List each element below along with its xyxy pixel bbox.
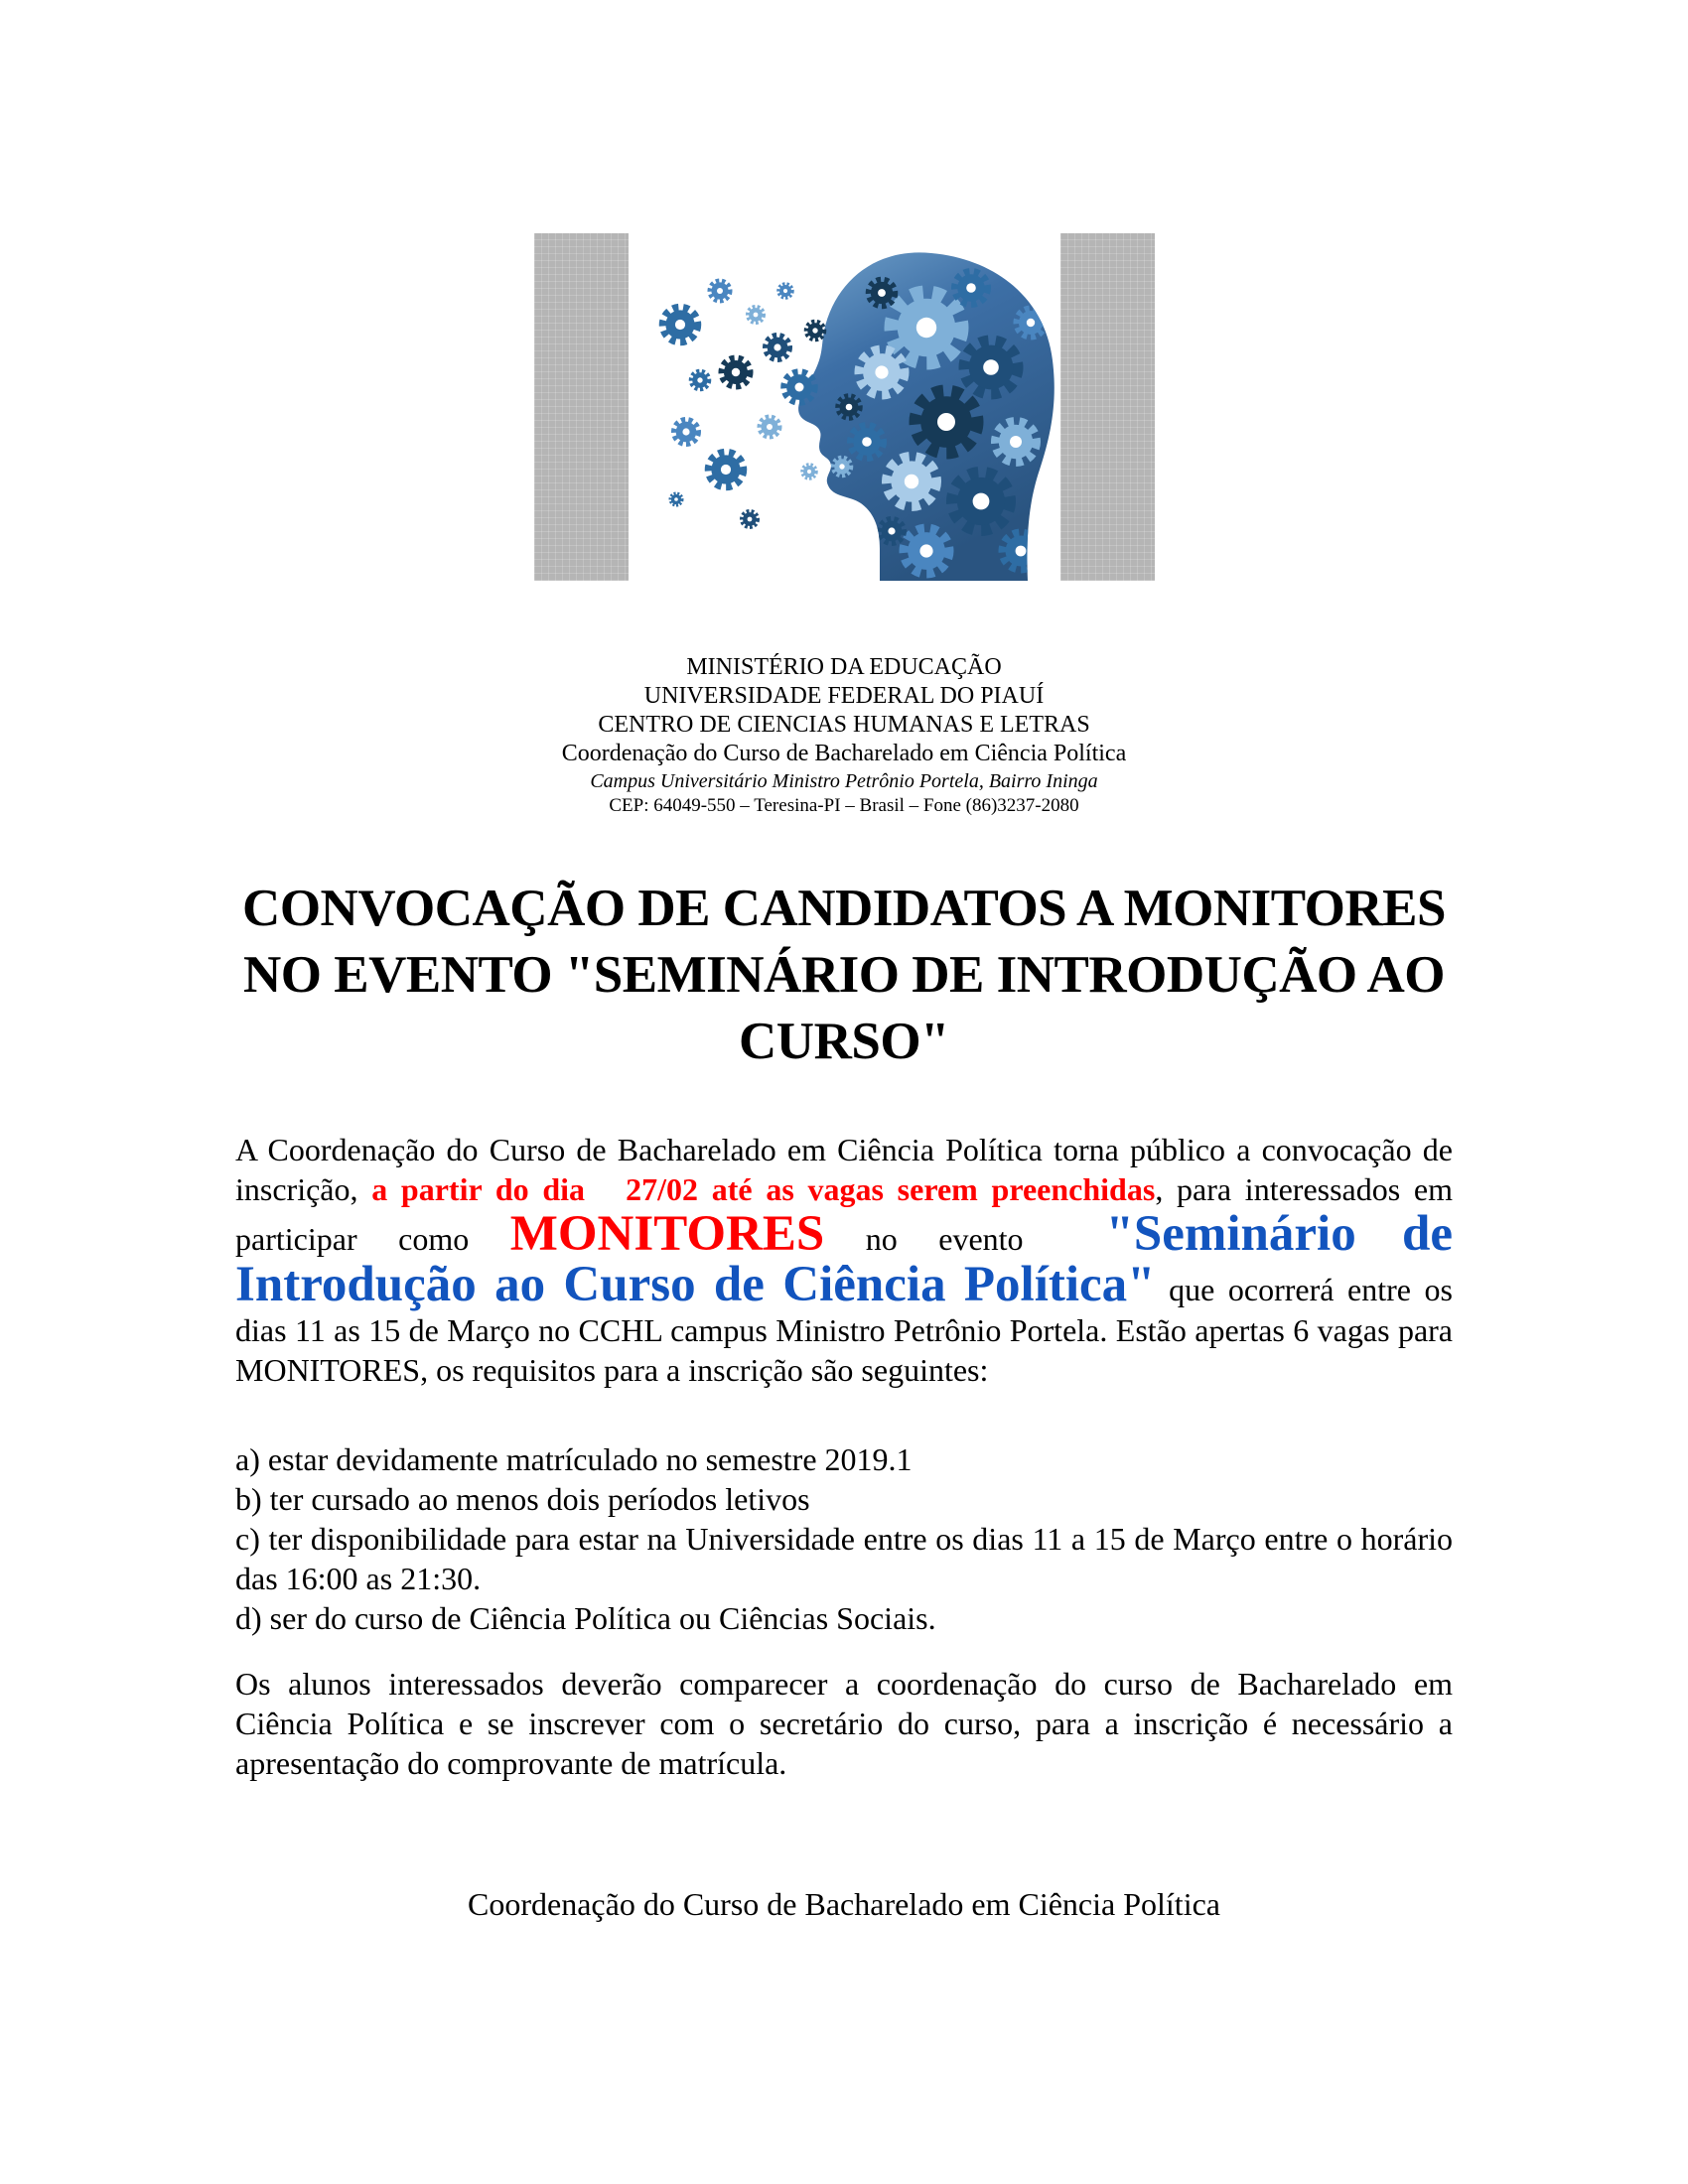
intro-run-normal-1: A Coordenação do Curso de Bacharelado em Ciência Política torna público a convocação de inscrição, xyxy=(235,1132,1453,1207)
title-line-2: NO EVENTO "SEMINÁRIO DE INTRODUÇÃO AO xyxy=(243,946,1445,1004)
ministry-line: MINISTÉRIO DA EDUCAÇÃO xyxy=(686,654,1002,680)
campus-line: Campus Universitário Ministro Petrônio Portela, Bairro Ininga xyxy=(590,770,1098,792)
gears-head-illustration xyxy=(629,233,1060,581)
center-line: CENTRO DE CIENCIAS HUMANAS E LETRAS xyxy=(598,712,1090,738)
scattered-gears xyxy=(663,281,824,527)
intro-run-normal-3: no evento xyxy=(824,1221,1106,1257)
head-silhouette xyxy=(798,252,1055,581)
closing-paragraph: Os alunos interessados deverão comparecer a coordenação do curso de Bacharelado em Ciência Política e se inscrever com o secretário do curso, para a inscrição é necessário a apresentação do comprovante de matrícula. xyxy=(235,1666,1453,1781)
intro-paragraph xyxy=(235,1130,1453,1390)
title-line-3: CURSO" xyxy=(739,1013,949,1070)
requirement-b: b) ter cursado ao menos dois períodos letivos xyxy=(235,1481,810,1517)
address-phone-line: CEP: 64049-550 – Teresina-PI – Brasil – Fone (86)3237-2080 xyxy=(609,795,1079,816)
letterhead xyxy=(0,653,1688,818)
title-line-1: CONVOCAÇÃO DE CANDIDATOS A MONITORES xyxy=(242,880,1446,937)
gears-head-svg xyxy=(629,233,1060,581)
requirements-list xyxy=(235,1439,1453,1638)
university-line: UNIVERSIDADE FEDERAL DO PIAUÍ xyxy=(643,683,1045,709)
intro-run-normal-4: que ocorrerá entre os dias 11 as 15 de Março no CCHL campus Ministro Petrônio Portela. Estão apertas 6 vagas para MONITORES, os requisitos para a inscrição são seguintes: xyxy=(235,1272,1453,1388)
left-gray-bar xyxy=(534,233,629,581)
intro-run-red-dates: a partir do dia 27/02 até as vagas serem preenchidas xyxy=(371,1171,1156,1207)
header-banner xyxy=(534,233,1155,581)
intro-run-monitores: MONITORES xyxy=(509,1206,825,1262)
page-title xyxy=(0,876,1688,1075)
coordination-line: Coordenação do Curso de Bacharelado em Ciência Política xyxy=(561,741,1127,766)
requirement-c: c) ter disponibilidade para estar na Universidade entre os dias 11 a 15 de Março entre o horário das 16:00 as 21:30. xyxy=(235,1521,1453,1596)
requirement-d: d) ser do curso de Ciência Política ou Ciências Sociais. xyxy=(235,1600,936,1636)
intro-run-normal-2: , para interessados em participar como xyxy=(235,1171,1454,1257)
requirement-a: a) estar devidamente matrículado no semestre 2019.1 xyxy=(235,1441,913,1477)
right-gray-bar xyxy=(1060,233,1155,581)
intro-run-event-name: "Seminário de Introdução ao Curso de Ciência Política" xyxy=(235,1206,1454,1312)
document-body xyxy=(235,1130,1453,1924)
signature-line: Coordenação do Curso de Bacharelado em Ciência Política xyxy=(468,1886,1220,1922)
